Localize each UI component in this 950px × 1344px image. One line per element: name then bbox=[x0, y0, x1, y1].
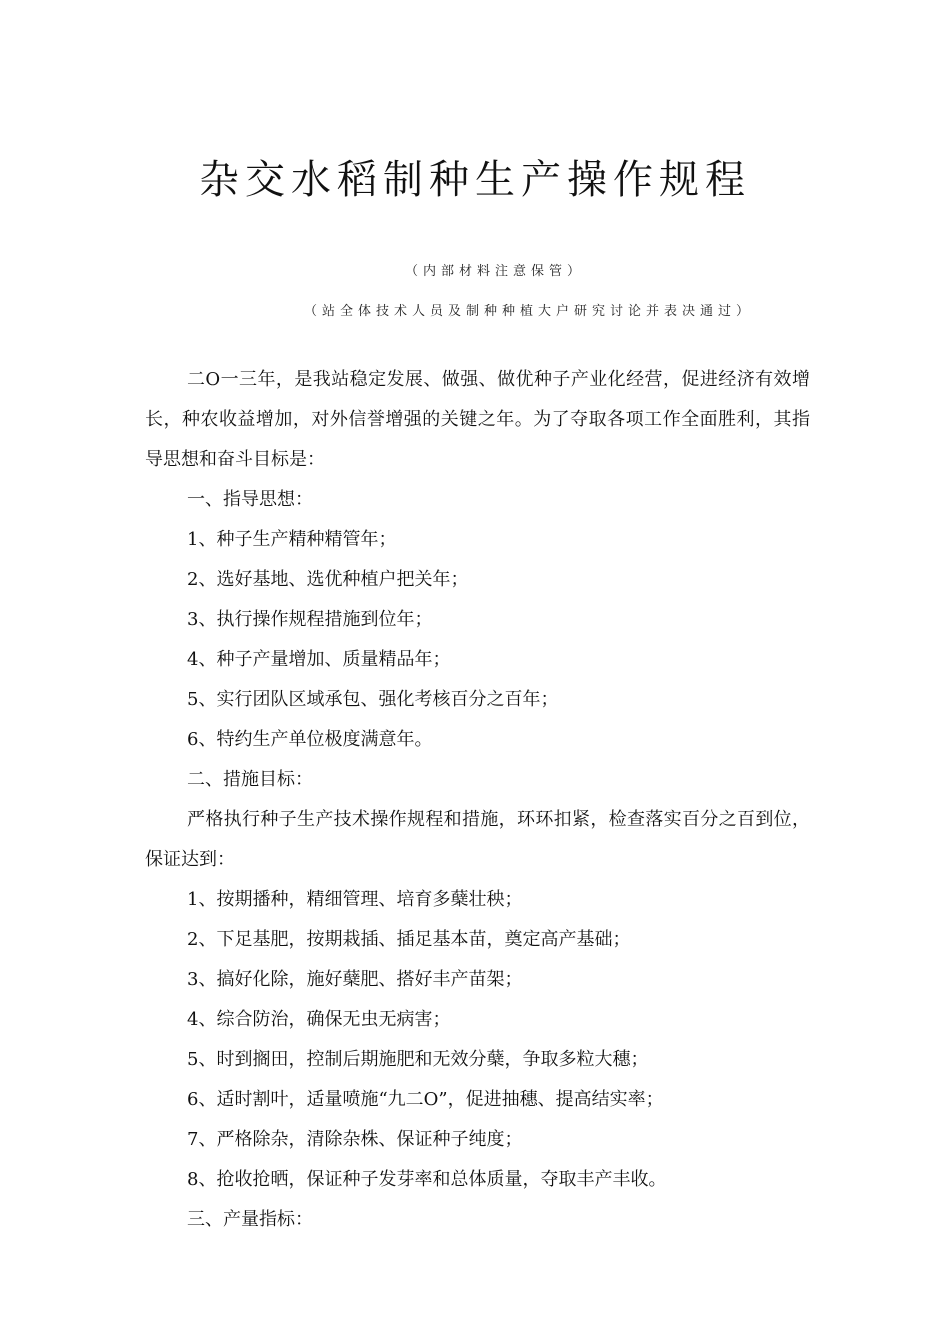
list-item: 5、实行团队区域承包、强化考核百分之百年； bbox=[187, 689, 559, 710]
confidential-note: （内部材料注意保管） bbox=[405, 264, 586, 279]
document-title: 杂交水稻制种生产操作规程 bbox=[199, 157, 751, 203]
document-body bbox=[145, 360, 810, 1240]
list-item: 6、适时割叶，适量喷施“九二O”，促进抽穗、提高结实率； bbox=[187, 1089, 664, 1110]
list-item: 2、选好基地、选优种植户把关年； bbox=[187, 569, 469, 590]
section-heading: 二、措施目标： bbox=[187, 769, 313, 790]
list-item: 6、特约生产单位极度满意年。 bbox=[187, 729, 433, 750]
list-item: 3、搞好化除，施好蘖肥、搭好丰产苗架； bbox=[187, 969, 523, 990]
list-item: 4、种子产量增加、质量精品年； bbox=[187, 649, 451, 670]
list-item: 1、按期播种，精细管理、培育多蘖壮秧； bbox=[187, 889, 523, 910]
list-item: 8、抢收抢晒，保证种子发芽率和总体质量，夺取丰产丰收。 bbox=[187, 1169, 667, 1190]
measures-paragraph: 严格执行种子生产技术操作规程和措施，环环扣紧，检查落实百分之百到位，保证达到： bbox=[145, 809, 810, 870]
list-item: 7、严格除杂，清除杂株、保证种子纯度； bbox=[187, 1129, 523, 1150]
list-item: 3、执行操作规程措施到位年； bbox=[187, 609, 433, 630]
list-item: 4、综合防治，确保无虫无病害； bbox=[187, 1009, 451, 1030]
list-item: 1、种子生产精种精管年； bbox=[187, 529, 397, 550]
list-item: 2、下足基肥，按期栽插、插足基本苗，奠定高产基础； bbox=[187, 929, 631, 950]
section-heading: 一、指导思想： bbox=[187, 489, 313, 510]
list-item: 5、时到搁田，控制后期施肥和无效分蘖，争取多粒大穗； bbox=[187, 1049, 649, 1070]
approval-note: （站全体技术人员及制种种植大户研究讨论并表决通过） bbox=[304, 304, 755, 319]
section-heading: 三、产量指标： bbox=[187, 1209, 313, 1230]
intro-paragraph: 二O一三年，是我站稳定发展、做强、做优种子产业化经营，促进经济有效增长，种农收益增加，对外信誉增强的关键之年。为了夺取各项工作全面胜利，其指导思想和奋斗目标是： bbox=[145, 369, 810, 470]
